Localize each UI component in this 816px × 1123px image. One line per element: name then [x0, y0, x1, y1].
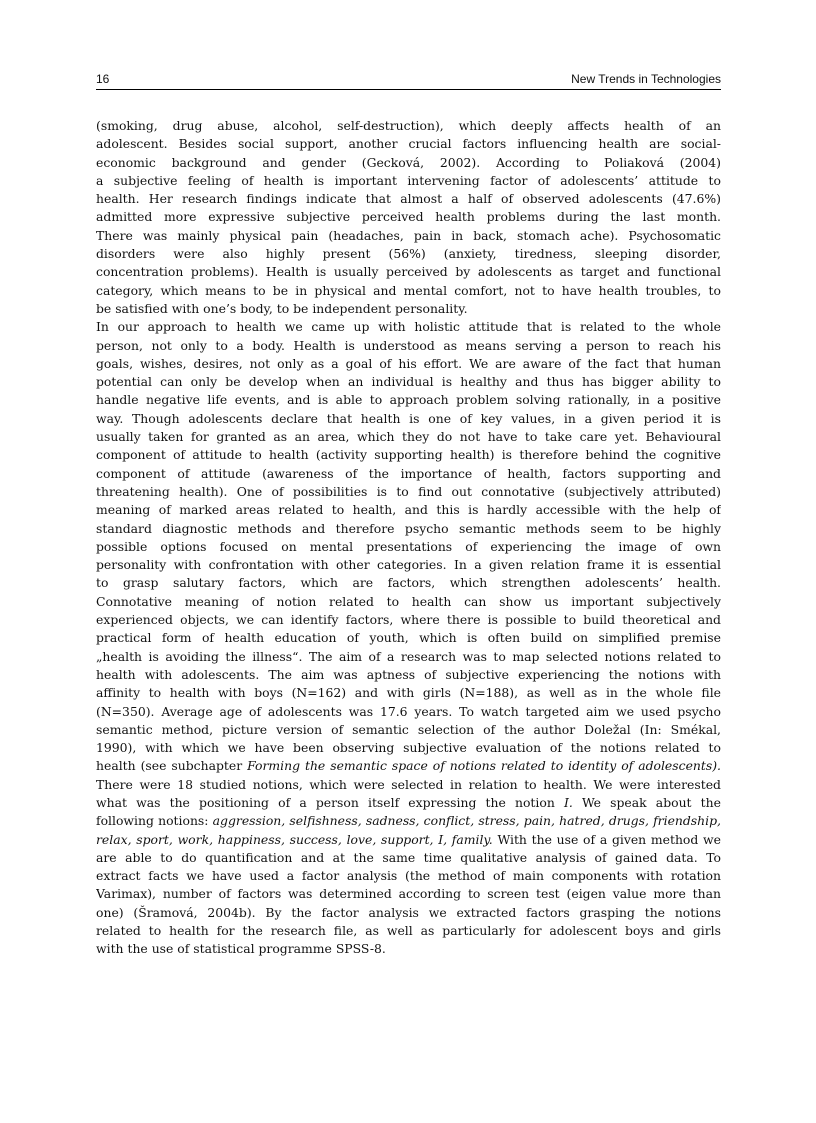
text-line	[96, 538, 721, 556]
text-line	[96, 812, 721, 830]
text-segment: usually taken for granted as an area, which they do not have to take care yet. Behavioural	[96, 429, 721, 445]
text-segment: There were 18 studied notions, which were selected in relation to health. We were interested	[96, 776, 721, 792]
text-segment: are able to do quantification and at the same time qualitative analysis of gained data. To	[96, 849, 721, 865]
text-line	[96, 208, 721, 226]
text-line	[96, 757, 721, 775]
text-line	[96, 391, 721, 409]
text-line	[96, 428, 721, 446]
body-text	[96, 117, 721, 959]
text-segment: health with adolescents. The aim was aptness of subjective experiencing the notions with	[96, 666, 721, 682]
text-line	[96, 666, 721, 684]
text-line	[96, 776, 721, 794]
text-line	[96, 172, 721, 190]
text-line	[96, 410, 721, 428]
text-line	[96, 446, 721, 464]
text-line	[96, 263, 721, 281]
text-segment: handle negative life events, and is able to approach problem solving rationally, in a positive	[96, 392, 721, 408]
text-segment: meaning of marked areas related to health, and this is hardly accessible with the help of	[96, 502, 721, 518]
text-line	[96, 574, 721, 592]
text-line	[96, 611, 721, 629]
text-segment: With the use of a given method we	[492, 831, 721, 847]
text-line	[96, 904, 721, 922]
text-line	[96, 355, 721, 373]
text-line	[96, 885, 721, 903]
text-line	[96, 465, 721, 483]
text-line	[96, 117, 721, 135]
text-segment: We speak about the	[572, 794, 721, 810]
text-line	[96, 227, 721, 245]
text-line	[96, 940, 721, 958]
text-line	[96, 629, 721, 647]
text-line	[96, 501, 721, 519]
page-header	[96, 71, 721, 90]
text-segment: extract facts we have used a factor analysis (the method of main components with rotation	[96, 868, 721, 884]
text-segment: component of attitude (awareness of the importance of health, factors supporting and	[96, 465, 721, 481]
text-segment: (smoking, drug abuse, alcohol, self-destruction), which deeply affects health of an	[96, 118, 721, 133]
text-segment: (N=350). Average age of adolescents was 17.6 years. To watch targeted aim we used psycho	[96, 703, 721, 719]
text-segment: health (see subchapter	[96, 758, 248, 774]
text-line	[96, 648, 721, 666]
text-line	[96, 721, 721, 739]
text-segment: to grasp salutary factors, which are factors, which strengthen adolescents’ health.	[96, 575, 721, 591]
text-segment: semantic method, picture version of semantic selection of the author Doležal (In: Smékal,	[96, 721, 721, 737]
text-segment: goals, wishes, desires, not only as a goal of his effort. We are aware of the fact that human	[96, 355, 721, 371]
text-line	[96, 337, 721, 355]
text-segment: a subjective feeling of health is important intervening factor of adolescents’ attitude to	[96, 172, 721, 188]
italic-text: aggression, selfishness, sadness, conflict, stress, pain, hatred, drugs, friendship,	[212, 813, 721, 829]
text-segment: „health is avoiding the illness“. The aim of a research was to map selected notions related to	[96, 648, 721, 664]
text-segment: health. Her research findings indicate that almost a half of observed adolescents (47.6%)	[96, 191, 721, 207]
italic-text: Forming the semantic space of notions related to identity of adolescents).	[247, 758, 721, 774]
text-line	[96, 794, 721, 812]
italic-text: relax, sport, work, happiness, success, love, support, I, family.	[96, 831, 493, 847]
text-line	[96, 135, 721, 153]
text-segment: There was mainly physical pain (headaches, pain in back, stomach ache). Psychosomatic	[96, 227, 721, 243]
text-segment: affinity to health with boys (N=162) and with girls (N=188), as well as in the whole file	[96, 685, 721, 701]
text-line	[96, 593, 721, 611]
text-segment: person, not only to a body. Health is understood as means serving a person to reach his	[96, 337, 721, 353]
text-line	[96, 318, 721, 336]
text-segment: concentration problems). Health is usually perceived by adolescents as target and functional	[96, 264, 721, 280]
text-segment: Connotative meaning of notion related to health can show us important subjectively	[96, 593, 721, 609]
text-line	[96, 703, 721, 721]
text-segment: following notions:	[96, 813, 213, 829]
text-line	[96, 556, 721, 574]
text-segment: personality with confrontation with other categories. In a given relation frame it is essential	[96, 557, 721, 573]
text-segment: be satisfied with one’s body, to be independent personality.	[96, 300, 468, 316]
text-segment: what was the positioning of a person itself expressing the notion	[96, 794, 564, 810]
running-title: New Trends in Technologies	[571, 72, 721, 86]
text-line	[96, 739, 721, 757]
text-segment: standard diagnostic methods and therefore psycho semantic methods seem to be highly	[96, 520, 721, 536]
text-segment: category, which means to be in physical and mental comfort, not to have health troubles, to	[96, 282, 721, 298]
text-line	[96, 300, 721, 318]
text-line	[96, 483, 721, 501]
text-line	[96, 245, 721, 263]
text-line	[96, 849, 721, 867]
text-segment: Varimax), number of factors was determined according to screen test (eigen value more than	[96, 886, 721, 902]
text-line	[96, 282, 721, 300]
text-segment: potential can only be develop when an individual is healthy and thus has bigger ability to	[96, 374, 721, 390]
text-segment: economic background and gender (Gecková, 2002). According to Poliaková (2004)	[96, 154, 721, 170]
text-segment: disorders were also highly present (56%) (anxiety, tiredness, sleeping disorder,	[96, 246, 721, 262]
text-segment: one) (Šramová, 2004b). By the factor analysis we extracted factors grasping the notions	[96, 904, 721, 920]
text-segment: component of attitude to health (activity supporting health) is therefore behind the cognitive	[96, 447, 721, 463]
text-line	[96, 373, 721, 391]
text-segment: 1990), with which we have been observing subjective evaluation of the notions related to	[96, 740, 721, 756]
text-segment: threatening health). One of possibilities is to find out connotative (subjectively attributed)	[96, 483, 721, 499]
text-line	[96, 684, 721, 702]
italic-text: I.	[563, 794, 573, 810]
text-line	[96, 831, 721, 849]
text-segment: adolescent. Besides social support, another crucial factors influencing health are social-	[96, 136, 721, 152]
text-segment: way. Though adolescents declare that health is one of key values, in a given period it is	[96, 410, 721, 426]
text-line	[96, 190, 721, 208]
text-line	[96, 154, 721, 172]
text-segment: related to health for the research file, as well as particularly for adolescent boys and girls	[96, 923, 721, 939]
text-segment: In our approach to health we came up with holistic attitude that is related to the whole	[96, 319, 721, 335]
text-line	[96, 922, 721, 940]
text-segment: possible options focused on mental presentations of experiencing the image of own	[96, 538, 721, 554]
text-line	[96, 520, 721, 538]
text-segment: with the use of statistical programme SPSS-8.	[96, 941, 386, 957]
text-line	[96, 867, 721, 885]
text-segment: experienced objects, we can identify factors, where there is possible to build theoretical and	[96, 612, 721, 628]
text-segment: practical form of health education of youth, which is often build on simplified premise	[96, 630, 721, 646]
text-segment: admitted more expressive subjective perceived health problems during the last month.	[96, 209, 721, 225]
page-number: 16	[96, 72, 110, 86]
